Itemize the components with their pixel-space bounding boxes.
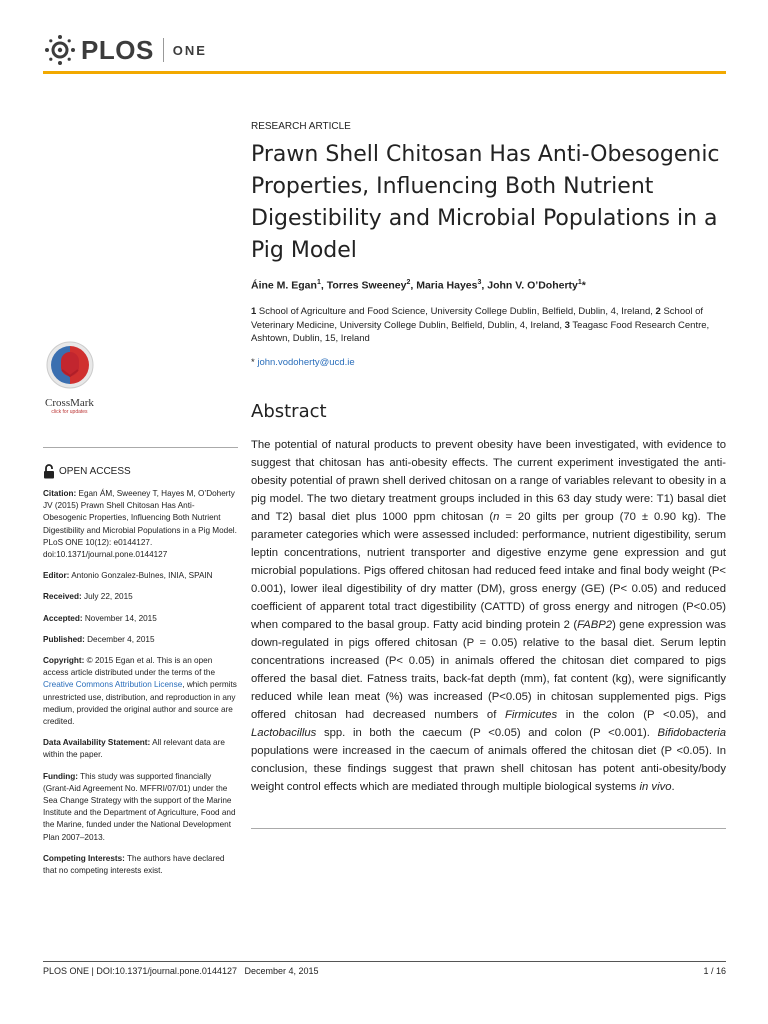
editor-block bbox=[43, 570, 238, 582]
copyright-pre: © 2015 Egan et al. This is an open access article distributed under the terms of the bbox=[43, 656, 216, 678]
abstract-italic-term: FABP2 bbox=[577, 619, 613, 631]
affiliation-number: 3 bbox=[564, 319, 570, 331]
copyright-post: , which permits unrestricted use, distribution, and reproduction in any medium, provided the original author and source are credited. bbox=[43, 680, 237, 727]
abstract-italic-term: Lactobacillus bbox=[251, 727, 317, 739]
affiliation-number: 2 bbox=[655, 306, 661, 317]
page-number: 1 / 16 bbox=[703, 966, 726, 976]
header-rule bbox=[43, 71, 726, 74]
footer-doi: PLOS ONE | DOI:10.1371/journal.pone.0144127 bbox=[43, 966, 237, 976]
logo-divider bbox=[163, 38, 164, 62]
crossmark-sublabel: click for updates bbox=[51, 409, 88, 415]
author-name[interactable]: Maria Hayes bbox=[416, 279, 478, 292]
data-availability-label: Data Availability Statement: bbox=[43, 738, 151, 748]
affiliation-text: School of Agriculture and Food Science, University College Dublin, Belfield, Dublin, 4, Ireland, bbox=[256, 306, 656, 317]
corresponding-email bbox=[251, 357, 355, 368]
received-label: Received: bbox=[43, 592, 82, 602]
citation-label: Citation: bbox=[43, 489, 77, 498]
email-mark: * bbox=[251, 357, 258, 368]
license-link[interactable]: Creative Commons Attribution License bbox=[43, 680, 183, 690]
funding-label: Funding: bbox=[43, 771, 79, 781]
abstract-italic-term: in vivo bbox=[639, 781, 672, 793]
plos-logo-text: PLOS bbox=[81, 34, 154, 65]
author-list: Áine M. Egan$^1$, Torres Sweeney$^2$, Maria Hayes$^3$, John V. O’Doherty$^1$* bbox=[251, 279, 586, 292]
accepted-label: Accepted: bbox=[43, 613, 83, 623]
open-access-label: OPEN ACCESS bbox=[59, 466, 131, 477]
author-name[interactable]: Torres Sweeney bbox=[326, 279, 407, 292]
article-type: RESEARCH ARTICLE bbox=[251, 121, 351, 132]
funding-text: This study was supported financially (Grant-Aid Agreement No. MFFRI/07/01) under the Sea Change Strategy with the support of the Marine Institute and the Department of Agriculture, Food and the Marine, funded under the National Development Plan 2007–2013. bbox=[43, 771, 236, 842]
abstract-italic-term: n bbox=[493, 511, 500, 523]
published-label: Published: bbox=[43, 634, 85, 644]
author-name[interactable]: Áine M. Egan bbox=[251, 279, 317, 292]
abstract-text: . bbox=[671, 781, 675, 793]
affiliations bbox=[251, 305, 726, 346]
affiliation-text: Teagasc Food Research Centre, Ashtown, Dublin, 15, Ireland bbox=[251, 319, 710, 344]
sidebar-divider bbox=[43, 447, 238, 448]
journal-header bbox=[43, 30, 207, 70]
editor-text: Antonio Gonzalez-Bulnes, INIA, SPAIN bbox=[71, 571, 213, 581]
received-date: July 22, 2015 bbox=[83, 592, 133, 602]
data-availability-text: All relevant data are within the paper. bbox=[43, 738, 225, 760]
open-access-badge bbox=[43, 464, 131, 479]
abstract-divider bbox=[251, 828, 726, 829]
editor-label: Editor: bbox=[43, 571, 70, 581]
author-affiliation-mark: 1 bbox=[316, 279, 321, 286]
affiliation-text: School of Veterinary Medicine, University College Dublin, Belfield, Dublin, 4, Ireland, bbox=[251, 306, 704, 331]
copyright-label: Copyright: bbox=[43, 656, 85, 666]
author-affiliation-mark: 2 bbox=[406, 279, 411, 286]
footer-date: December 4, 2015 bbox=[244, 966, 319, 976]
corresponding-author-mark: * bbox=[581, 279, 586, 292]
published-block bbox=[43, 634, 238, 646]
crossmark-icon bbox=[45, 340, 95, 390]
abstract-italic-term: Bifidobacteria bbox=[657, 727, 726, 739]
accepted-block bbox=[43, 613, 238, 625]
competing-interests-block bbox=[43, 853, 238, 877]
competing-interests-text: The authors have declared that no competing interests exist. bbox=[43, 853, 225, 876]
data-availability-block bbox=[43, 737, 238, 761]
author-name[interactable]: John V. O’Doherty bbox=[487, 279, 578, 292]
copyright-block bbox=[43, 655, 238, 728]
open-lock-icon bbox=[43, 464, 55, 479]
abstract-text: in the colon (P <0.05), and bbox=[557, 709, 726, 721]
citation-block bbox=[43, 488, 238, 561]
journal-name: ONE bbox=[172, 42, 207, 58]
abstract-heading: Abstract bbox=[251, 401, 327, 422]
abstract-text: populations were increased in the caecum of animals offered the chitosan diet (P <0.05). In conclusion, these findings suggest that prawn shell chitosan has potent anti-obesity/body weight control effects which are mediated through multiple biological systems bbox=[251, 745, 726, 793]
citation-text: Egan ÁM, Sweeney T, Hayes M, O’Doherty JV (2015) Prawn Shell Chitosan Has Anti-Obesogenic Properties, Influencing Both Nutrient Digestibility and Microbial Populations in a Pig Model. PLoS ONE 10(12): e0144127. doi:10.1371/journal.pone.0144127 bbox=[43, 489, 237, 560]
abstract-text: = 20 gilts per group (70 ± 0.90 kg). The parameter categories which were assessed included: performance, nutrient digestibility, serum leptin concentrations, nutrient transporter and digestive enzyme gene expression and gut microbial populations. Pigs offered chitosan had reduced feed intake and final body weight (P< 0.001), lower ileal digestibility of dry matter (DM), gross energy (GE) (P< 0.05) and reduced coefficient of apparent total tract digestibility (CATTD) of gross energy and nitrogen (P<0.05) when compared to the basal group. Fatty acid binding protein 2 ( bbox=[251, 511, 727, 631]
abstract-body bbox=[251, 436, 726, 796]
footer-citation bbox=[43, 966, 319, 976]
accepted-date: November 14, 2015 bbox=[84, 613, 157, 623]
funding-block bbox=[43, 771, 238, 844]
affiliation-number: 1 bbox=[251, 306, 257, 317]
author-affiliation-mark: 1 bbox=[577, 279, 582, 286]
abstract-text: spp. in both the caecum (P <0.05) and colon (P <0.001). bbox=[316, 727, 658, 739]
competing-interests-label: Competing Interests: bbox=[43, 853, 125, 863]
published-date: December 4, 2015 bbox=[87, 634, 155, 644]
article-sidebar bbox=[43, 488, 238, 886]
email-link[interactable]: john.vodoherty@ucd.ie bbox=[257, 357, 355, 368]
plos-logo-icon bbox=[43, 33, 77, 67]
crossmark-label: CrossMark bbox=[45, 397, 94, 409]
crossmark-badge[interactable] bbox=[42, 340, 97, 415]
abstract-text: ) gene expression was down-regulated in pigs offered chitosan (P = 0.05) relative to the basal diet. Serum leptin concentrations increased (P< 0.05) in animals offered the chitosan diet compared to pigs offered the basal diet. Fatness traits, back-fat depth (mm), fat content (kg), were significantly reduced while lean meat (%) was increased (P<0.05) in chitosan supplemented pigs. Pigs offered chitosan had decreased numbers of bbox=[251, 619, 726, 721]
abstract-text: The potential of natural products to prevent obesity have been investigated, with evidence to suggest that chitosan has anti-obesity effects. The current experiment investigated the anti-obesity potential of prawn shell derived chitosan on a range of variables relevant to obesity in a pig model. The two dietary treatment groups included in this 63 day study were: T1) basal diet and T2) basal diet plus 1000 ppm chitosan ( bbox=[251, 439, 726, 523]
article-title: Prawn Shell Chitosan Has Anti-Obesogenic Properties, Influencing Both Nutrient Digestibility and Microbial Populations in a Pig Model bbox=[251, 142, 720, 263]
footer-rule bbox=[43, 961, 726, 962]
received-block bbox=[43, 591, 238, 603]
abstract-italic-term: Firmicutes bbox=[505, 709, 558, 721]
author-affiliation-mark: 3 bbox=[477, 279, 482, 286]
page-footer bbox=[43, 966, 726, 976]
